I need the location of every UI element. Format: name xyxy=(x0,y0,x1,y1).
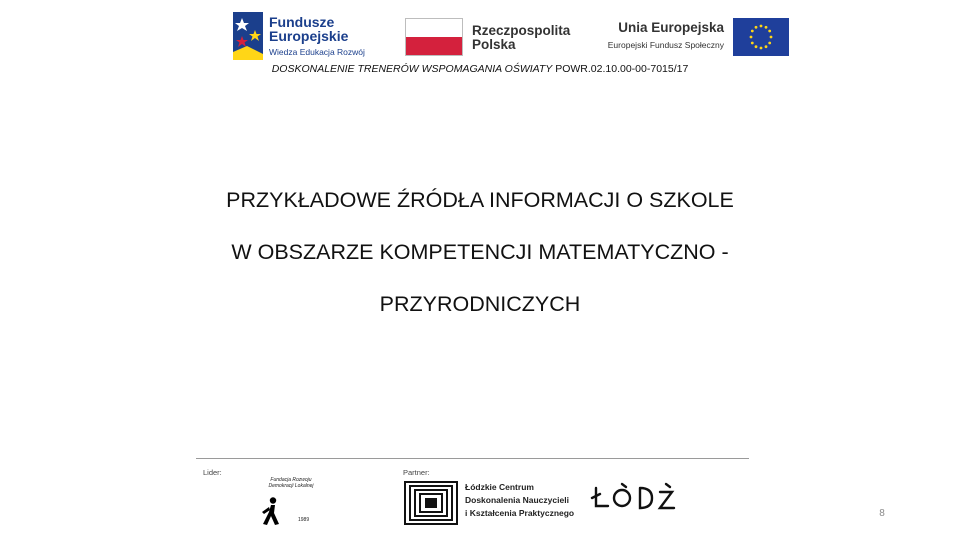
partner-concentric-squares-icon xyxy=(404,481,458,525)
rzeczpospolita-polska-logo xyxy=(405,18,580,58)
partner-label: Partner: xyxy=(403,468,430,477)
project-code: POWR.02.10.00-00-7015/17 xyxy=(552,63,689,75)
rp-logo-line2: Polska xyxy=(472,37,516,52)
fundusze-europejskie-logo xyxy=(233,12,373,60)
ue-logo-subtitle: Europejski Fundusz Społeczny xyxy=(607,40,724,50)
partner-logo-text xyxy=(465,481,575,520)
lodz-city-logo-icon xyxy=(590,482,680,514)
project-caption xyxy=(0,63,960,75)
rp-logo-line1: Rzeczpospolita xyxy=(472,23,571,38)
partner-line3: i Kształcenia Praktycznego xyxy=(465,508,575,518)
fundusze-europejskie-mark-icon xyxy=(233,12,263,60)
leader-logo-text: Fundacja Rozwoju Demokracji Lokalnej xyxy=(268,477,314,489)
footer-divider xyxy=(196,458,749,459)
leader-logo xyxy=(256,477,320,529)
leader-label: Lider: xyxy=(203,468,222,477)
slide-title xyxy=(150,178,810,334)
fe-logo-subtitle: Wiedza Edukacja Rozwój xyxy=(269,47,365,57)
partner-logo xyxy=(404,481,575,527)
rp-logo-text xyxy=(472,24,582,52)
page-number: 8 xyxy=(879,508,885,519)
slide-title-line2: W OBSZARZE KOMPETENCJI MATEMATYCZNO - xyxy=(231,240,729,264)
header-logo-strip xyxy=(0,0,960,64)
unia-europejska-logo xyxy=(600,18,790,58)
eu-flag-icon xyxy=(733,18,789,56)
fe-logo-title xyxy=(269,15,379,43)
polish-flag-icon xyxy=(405,18,463,56)
fe-logo-title-line1: Fundusze xyxy=(269,14,335,30)
slide-title-line1: PRZYKŁADOWE ŹRÓDŁA INFORMACJI O SZKOLE xyxy=(226,188,734,212)
ue-logo-title: Unia Europejska xyxy=(618,20,724,35)
project-name: DOSKONALENIE TRENERÓW WSPOMAGANIA OŚWIATY xyxy=(271,63,553,75)
partner-line2: Doskonalenia Nauczycieli xyxy=(465,495,569,505)
slide-title-line3: PRZYRODNICZYCH xyxy=(379,292,581,316)
fe-logo-title-line2: Europejskie xyxy=(269,28,349,44)
leader-logo-year: 1989 xyxy=(298,517,310,523)
walking-figure-icon xyxy=(260,497,282,527)
partner-line1: Łódzkie Centrum xyxy=(465,482,534,492)
